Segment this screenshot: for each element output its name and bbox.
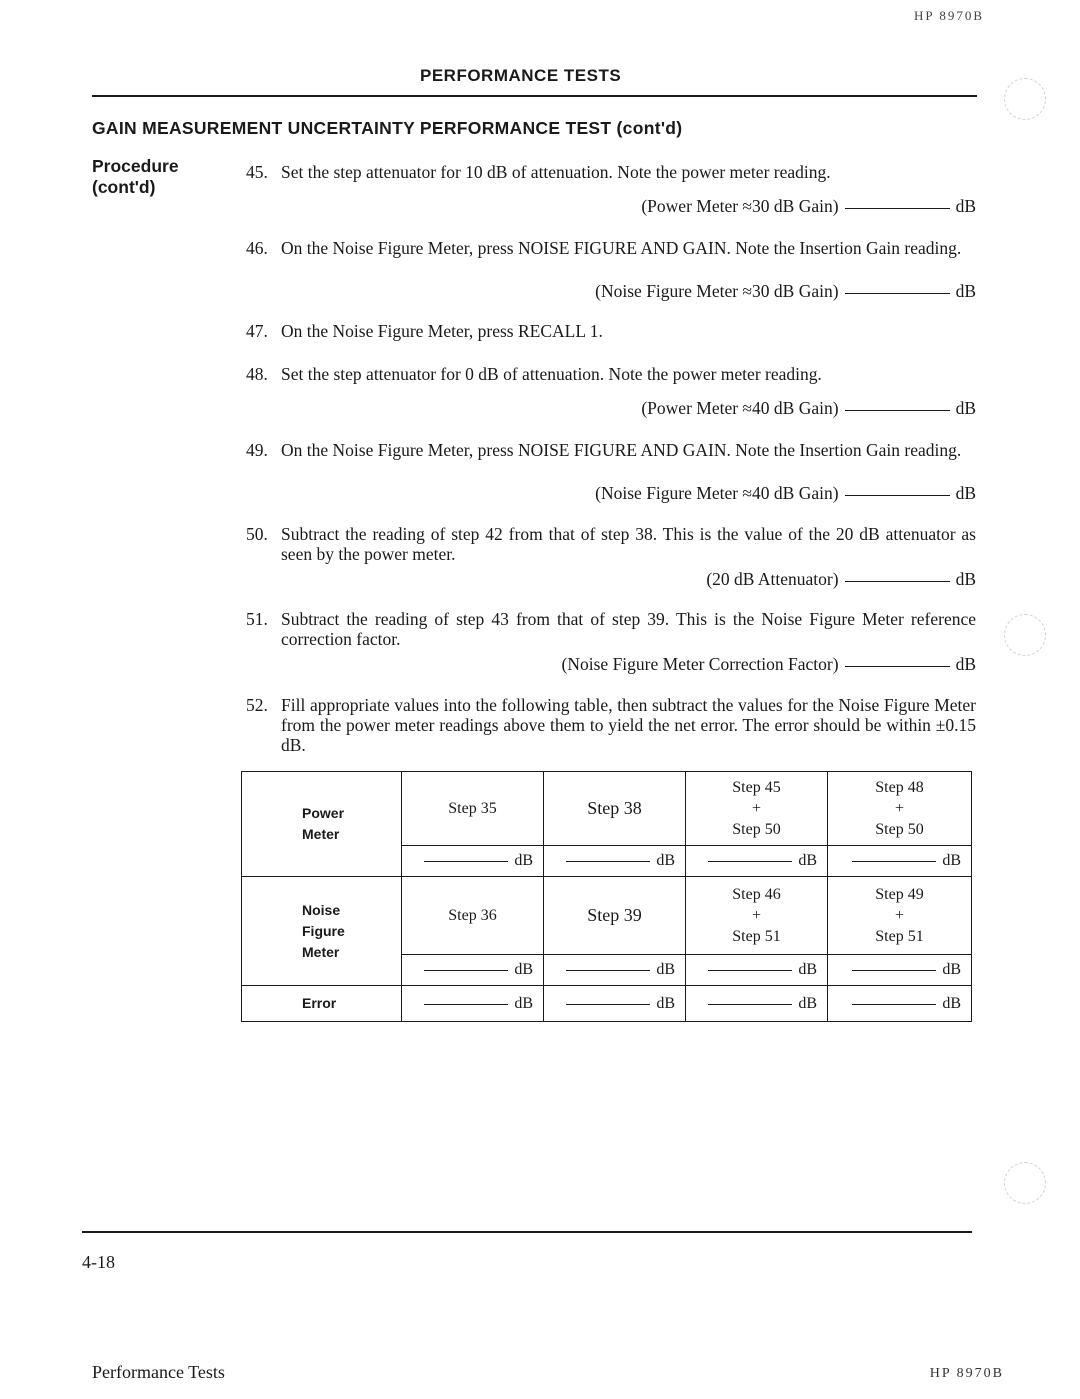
step-number: 51. (246, 609, 268, 629)
record-line-step-49 (595, 483, 976, 504)
row-header-line: Meter (302, 826, 340, 842)
cell-text: Step 48 (875, 779, 924, 796)
table-cell-blank: dB (828, 846, 972, 877)
table-row-power-meter-labels (242, 772, 972, 846)
document-code-top: HP 8970B (913, 8, 984, 23)
cell-text: Step 46 (732, 886, 781, 903)
footer-divider (82, 1231, 972, 1233)
table-cell-blank: dB (544, 986, 686, 1022)
side-label-line2: (cont'd) (92, 177, 156, 197)
step-text: Set the step attenuator for 10 dB of attenuation. Note the power meter reading. (281, 162, 831, 182)
procedure-step-52 (246, 695, 976, 755)
cell-text: Step 49 (875, 886, 924, 903)
step-number: 52. (246, 695, 268, 715)
step-text: On the Noise Figure Meter, press NOISE FIGURE AND GAIN. Note the Insertion Gain reading. (281, 440, 962, 460)
record-blank (845, 581, 950, 582)
step-number: 48. (246, 364, 268, 384)
cell-text: + (894, 907, 905, 924)
table-cell-step-label (686, 772, 828, 846)
step-number: 49. (246, 440, 268, 460)
table-cell-blank: dB (686, 955, 828, 986)
record-blank (845, 293, 950, 294)
procedure-step-50 (246, 524, 976, 564)
table-cell-step-label (686, 877, 828, 955)
table-cell-blank: dB (402, 846, 544, 877)
side-label-line1: Procedure (92, 156, 179, 176)
record-unit: dB (955, 196, 976, 216)
record-blank (845, 495, 950, 496)
procedure-step-47 (246, 321, 976, 341)
row-header-line: Error (302, 995, 337, 1011)
table-cell-blank: dB (544, 846, 686, 877)
step-text: Subtract the reading of step 43 from that of step 39. This is the Noise Figure Meter reference correction factor. (281, 609, 976, 649)
record-line-step-46 (595, 281, 976, 302)
procedure-step-45 (246, 162, 976, 182)
row-header-noise-figure-meter (242, 877, 402, 986)
record-label: (Power Meter ≈40 dB Gain) (641, 398, 839, 418)
row-header-line: Power (302, 805, 345, 821)
table-cell-step-label (402, 772, 544, 846)
step-text: Fill appropriate values into the following table, then subtract the values for the Noise Figure Meter from the power meter readings above them to yield the net error. The error should be within ±0.15 dB. (281, 695, 976, 755)
cell-text: Step 50 (732, 821, 781, 838)
record-unit: dB (955, 654, 976, 674)
cell-text: Step 36 (448, 907, 497, 924)
cell-text: + (751, 800, 762, 817)
procedure-side-label (92, 156, 179, 198)
record-label: (20 dB Attenuator) (706, 569, 839, 589)
cell-text: Step 51 (732, 928, 781, 945)
cell-text: + (894, 800, 905, 817)
step-number: 46. (246, 238, 268, 258)
page-number: 4-18 (82, 1252, 115, 1272)
cell-text: Step 38 (587, 798, 642, 818)
row-header-line: Meter (302, 943, 340, 960)
table-cell-step-label (402, 877, 544, 955)
cell-text: Step 45 (732, 779, 781, 796)
record-line-step-45 (641, 196, 976, 217)
table-cell-step-label (544, 877, 686, 955)
record-unit: dB (955, 483, 976, 503)
procedure-step-48 (246, 364, 976, 384)
section-title: GAIN MEASUREMENT UNCERTAINTY PERFORMANCE TEST (cont'd) (92, 118, 683, 138)
cell-text: Step 35 (448, 800, 497, 817)
table-cell-blank: dB (828, 955, 972, 986)
binder-hole-icon (1004, 614, 1046, 656)
record-label: (Noise Figure Meter ≈30 dB Gain) (595, 281, 839, 301)
record-unit: dB (955, 281, 976, 301)
row-header-line: Noise (302, 901, 341, 918)
table-cell-blank: dB (686, 986, 828, 1022)
step-text: On the Noise Figure Meter, press RECALL 1. (281, 321, 603, 341)
record-line-step-48 (641, 398, 976, 419)
record-line-step-51 (562, 654, 976, 675)
table-cell-blank: dB (402, 955, 544, 986)
results-table (241, 771, 972, 1022)
record-line-step-50 (706, 569, 976, 590)
step-text: Subtract the reading of step 42 from that of step 38. This is the value of the 20 dB attenuator as seen by the power meter. (281, 524, 976, 564)
record-blank (845, 666, 950, 667)
cell-text: Step 50 (875, 821, 924, 838)
cell-text: Step 39 (587, 905, 642, 925)
cell-text: Step 51 (875, 928, 924, 945)
record-label: (Noise Figure Meter ≈40 dB Gain) (595, 483, 839, 503)
table-cell-blank: dB (828, 986, 972, 1022)
page-header-title: PERFORMANCE TESTS (420, 66, 622, 85)
table-cell-blank: dB (686, 846, 828, 877)
step-number: 47. (246, 321, 268, 341)
table-cell-step-label (828, 877, 972, 955)
row-header-line: Figure (302, 922, 345, 939)
row-header-power-meter (242, 772, 402, 877)
table-cell-blank: dB (402, 986, 544, 1022)
record-label: (Power Meter ≈30 dB Gain) (641, 196, 839, 216)
record-unit: dB (955, 569, 976, 589)
record-blank (845, 410, 950, 411)
record-unit: dB (955, 398, 976, 418)
table-row-error (242, 986, 972, 1022)
table-cell-blank: dB (544, 955, 686, 986)
procedure-step-46 (246, 238, 976, 258)
step-number: 50. (246, 524, 268, 544)
table-row-noise-figure-labels (242, 877, 972, 955)
procedure-step-49 (246, 440, 976, 460)
step-number: 45. (246, 162, 268, 182)
footer-section-name: Performance Tests (92, 1362, 225, 1382)
table-cell-step-label (828, 772, 972, 846)
binder-hole-icon (1004, 78, 1046, 120)
binder-hole-icon (1004, 1162, 1046, 1204)
record-blank (845, 208, 950, 209)
cell-text: + (751, 907, 762, 924)
header-divider (92, 95, 977, 97)
footer-model-number: HP 8970B (929, 1366, 1004, 1381)
record-label: (Noise Figure Meter Correction Factor) (561, 654, 839, 674)
step-text: Set the step attenuator for 0 dB of attenuation. Note the power meter reading. (281, 364, 822, 384)
table-cell-step-label (544, 772, 686, 846)
procedure-step-51 (246, 609, 976, 649)
row-header-error (242, 986, 402, 1022)
step-text: On the Noise Figure Meter, press NOISE FIGURE AND GAIN. Note the Insertion Gain reading. (281, 238, 962, 258)
